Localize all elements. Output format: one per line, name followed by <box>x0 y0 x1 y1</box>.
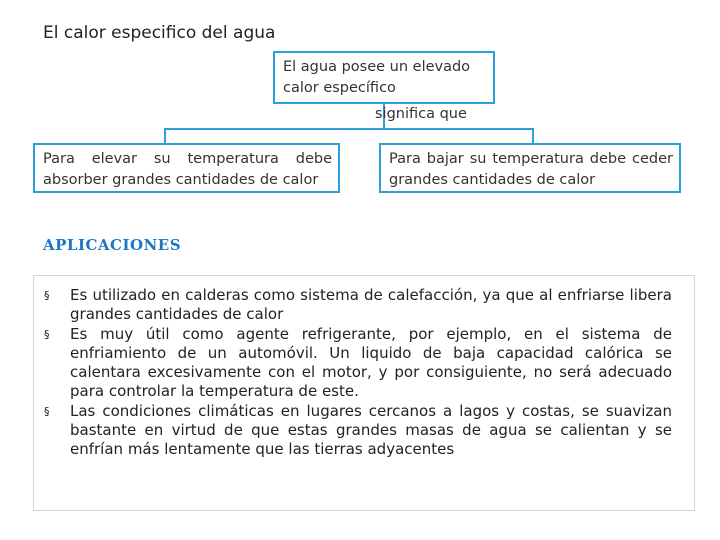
applications-panel <box>33 275 695 511</box>
page-title: El calor especifico del agua <box>43 23 276 43</box>
list-item <box>42 325 672 402</box>
list-item-text: Es utilizado en calderas como sistema de calefacción, ya que al enfriarse libera grandes cantidades de calor <box>70 286 672 324</box>
concept-box-heat-release: Para bajar su temperatura debe ceder grandes cantidades de calor <box>379 143 681 193</box>
connector-right-drop <box>532 128 534 143</box>
concept-box-heat-absorb: Para elevar su temperatura debe absorber grandes cantidades de calor <box>33 143 340 193</box>
list-item-text: Las condiciones climáticas en lugares cercanos a lagos y costas, se suavizan bastante en virtud de que estas grandes masas de agua se calientan y se enfrían más lentamente que las tierras adyacentes <box>70 401 672 459</box>
connector-horizontal <box>164 128 534 130</box>
applications-list <box>42 286 672 460</box>
link-label: significa que <box>375 106 467 122</box>
list-item <box>42 286 672 325</box>
section-heading: APLICACIONES <box>43 236 182 254</box>
concept-box-main: El agua posee un elevado calor específico <box>273 51 495 104</box>
bullet-icon: § <box>44 327 50 341</box>
connector-left-drop <box>164 128 166 143</box>
bullet-icon: § <box>44 289 50 302</box>
list-item-text: Es muy útil como agente refrigerante, por ejemplo, en el sistema de enfriamiento de un automóvil. Un liquido de baja capacidad calórica se calentara excesivamente con el motor, y por consiguiente, no será adecuado para controlar la temperatura de este. <box>70 324 672 401</box>
bullet-icon: § <box>44 404 50 418</box>
list-item <box>42 402 672 460</box>
